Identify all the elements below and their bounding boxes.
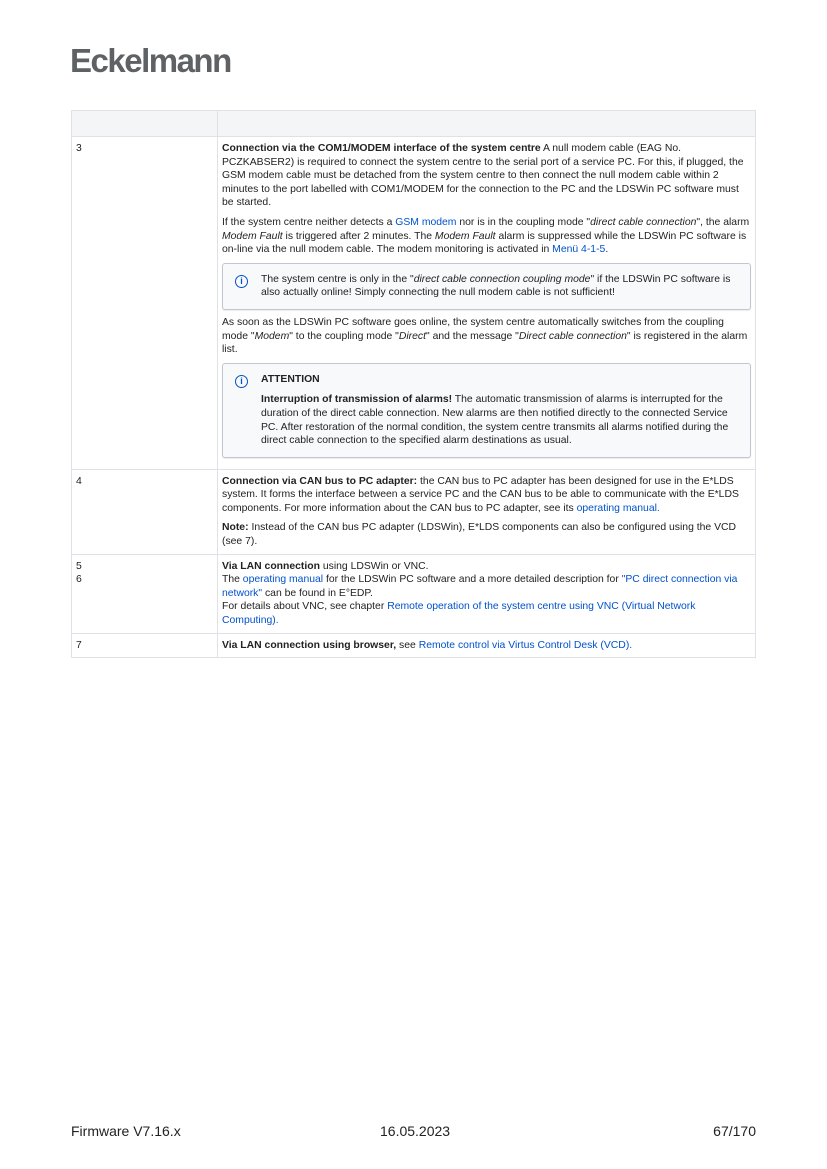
- footer-page-number: 67/170: [713, 1123, 756, 1139]
- text: The automatic transmission of alarms is interrupted for the duration of the direct cable connection. New alarms are then notified directly to the connected Service PC. After restoration of the normal condition, the system centre transmits all alarms notified during the direct cable connection to the specified alarm destinations as usual.: [261, 394, 729, 447]
- text: The system centre is only in the ": [261, 273, 414, 285]
- paragraph: [222, 216, 751, 257]
- link[interactable]: Remote control via Virtus Control Desk (VCD): [418, 639, 630, 651]
- paragraph: [222, 316, 751, 357]
- text: Instead of the CAN bus PC adapter (LDSWin), E*LDS components can also be configured using the VCD (see 7).: [222, 522, 737, 548]
- row-description: [218, 137, 756, 470]
- row-number: 7: [72, 633, 218, 658]
- table-row: [72, 469, 756, 554]
- row-number: 3: [72, 137, 218, 470]
- text: " is registered in the alarm list.: [222, 330, 748, 356]
- italic-text: Direct cable connection: [518, 330, 627, 342]
- text: for the LDSWin PC software and a more detailed description for: [323, 574, 622, 586]
- text: nor is in the coupling mode ": [456, 216, 591, 228]
- line: [222, 573, 751, 600]
- attention-text: [261, 393, 740, 447]
- row-description: [218, 633, 756, 658]
- bold-text: Connection via CAN bus to PC adapter:: [222, 475, 418, 487]
- italic-text: Modem Fault: [222, 230, 283, 242]
- attention-panel: [222, 363, 751, 458]
- row-number-a: 5: [76, 560, 82, 572]
- info-icon: i: [235, 375, 248, 388]
- line: [222, 639, 751, 653]
- text: .: [605, 244, 609, 256]
- table-row: [72, 137, 756, 470]
- paragraph: [222, 521, 751, 548]
- row-number: 4: [72, 469, 218, 554]
- link[interactable]: "PC direct connection via network": [222, 574, 738, 599]
- attention-title: ATTENTION: [261, 373, 320, 385]
- header-cell-description: [218, 111, 756, 137]
- link[interactable]: operating manual: [576, 502, 657, 514]
- italic-text: direct cable connection: [590, 216, 697, 228]
- text: " and the message ": [426, 330, 519, 342]
- text: A null modem cable (EAG No. PCZKABSER2) is required to connect the system centre to the serial port of a service PC. For this, if plugged, the GSM modem cable must be detached from the system centre to then connect the null modem cable within 2 minutes to the port labelled with COM1/MODEM for the connection to the PC and the LDSWin PC software must be started.: [222, 143, 744, 209]
- line: [222, 600, 751, 627]
- row-number: [72, 554, 218, 633]
- link[interactable]: .: [629, 639, 633, 651]
- footer-date: 16.05.2023: [380, 1123, 451, 1139]
- paragraph: [222, 142, 751, 210]
- link[interactable]: .: [275, 615, 279, 627]
- text: If the system centre neither detects a: [222, 216, 396, 228]
- footer-firmware: Firmware V7.16.x: [71, 1123, 181, 1139]
- bold-text: Via LAN connection: [222, 560, 320, 572]
- bold-text: Via LAN connection using browser,: [222, 639, 397, 651]
- bold-text: Note:: [222, 522, 249, 534]
- table-row: [72, 633, 756, 658]
- line: [222, 560, 751, 574]
- text: ", the alarm: [696, 216, 750, 228]
- text: can be found in E°EDP.: [262, 587, 373, 599]
- table-header-row: [72, 111, 756, 137]
- info-panel: [222, 263, 751, 310]
- italic-text: Modem: [254, 330, 290, 342]
- link[interactable]: operating manual: [242, 574, 324, 586]
- info-text: [261, 273, 740, 300]
- text: For details about VNC, see chapter: [222, 601, 388, 613]
- italic-text: Modem Fault: [434, 230, 496, 242]
- italic-text: direct cable connection coupling mode: [413, 273, 591, 285]
- text: the CAN bus to PC adapter has been designed for use in the E*LDS system. It forms the interface between a service PC and the CAN bus to be able to communicate with the E*LDS components. For more information about the CAN bus to PC adapter, see its: [222, 475, 739, 514]
- link[interactable]: GSM modem: [395, 216, 457, 228]
- italic-text: Direct: [398, 330, 426, 342]
- text: alarm is suppressed while the LDSWin PC software is on-line via the null modem cable. The modem monitoring is activated in: [222, 230, 747, 256]
- connection-options-table: [71, 110, 756, 658]
- row-number-b: 6: [76, 574, 82, 586]
- paragraph: [222, 475, 751, 516]
- info-icon: i: [235, 275, 248, 288]
- table-row: [72, 554, 756, 633]
- text: The: [222, 574, 243, 586]
- bold-text: Connection via the COM1/MODEM interface of the system centre: [222, 143, 541, 154]
- text: " if the LDSWin PC software is also actually online! Simply connecting the null modem cable is not sufficient!: [261, 273, 731, 299]
- text: see: [396, 639, 419, 651]
- company-logo: Eckelmann: [70, 42, 231, 79]
- link[interactable]: Menü 4-1-5: [552, 244, 606, 256]
- link[interactable]: .: [656, 502, 660, 514]
- text: using LDSWin or VNC.: [319, 560, 429, 572]
- header-cell-number: [72, 111, 218, 137]
- row-description: [218, 469, 756, 554]
- text: As soon as the LDSWin PC software goes online, the system centre automatically switches from the coupling mode ": [222, 316, 724, 342]
- text: is triggered after 2 minutes. The: [282, 230, 435, 242]
- link[interactable]: Remote operation of the system centre using VNC (Virtual Network Computing): [222, 601, 696, 627]
- row-description: [218, 554, 756, 633]
- bold-text: Interruption of transmission of alarms!: [261, 394, 453, 406]
- text: " to the coupling mode ": [289, 330, 399, 342]
